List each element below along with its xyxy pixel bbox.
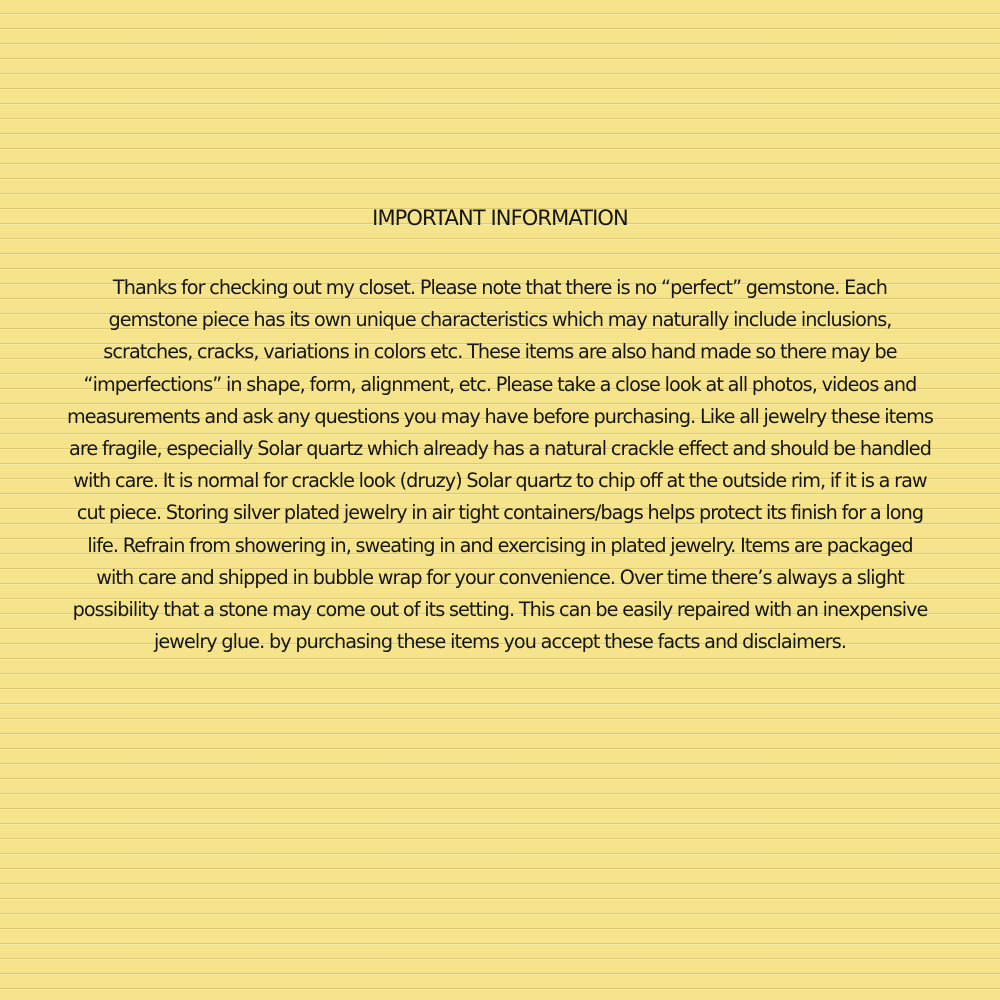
notice-line: gemstone piece has its own unique characteristics which may naturally include inclusions, [108,308,892,332]
notice-title: IMPORTANT INFORMATION [372,206,628,230]
notice-line: with care. It is normal for crackle look (druzy) Solar quartz to chip off at the outside rim, if it is a raw [73,469,927,493]
notice-body [0,272,1000,658]
notice-line: Thanks for checking out my closet. Please note that there is no “perfect” gemstone. Each [112,276,888,299]
notice-line: are fragile, especially Solar quartz which already has a natural crackle effect and should be handled [69,436,931,460]
notice-line: jewelry glue. by purchasing these items you accept these facts and disclaimers. [153,630,846,654]
notice-line: scratches, cracks, variations in colors etc. These items are also hand made so there may be [103,340,897,364]
notice-line: measurements and ask any questions you may have before purchasing. Like all jewelry these items [66,404,934,428]
notice-line: “imperfections” in shape, form, alignment, etc. Please take a close look at all photos, videos and [83,372,917,396]
notice-line: cut piece. Storing silver plated jewelry in air tight containers/bags helps protect its finish for a long [76,501,924,525]
notice-line: life. Refrain from showering in, sweating in and exercising in plated jewelry. Items are packaged [87,533,913,557]
notice-line: with care and shipped in bubble wrap for your convenience. Over time there’s always a slight [96,565,904,589]
notice-line: possibility that a stone may come out of its setting. This can be easily repaired with an inexpensive [72,597,928,621]
